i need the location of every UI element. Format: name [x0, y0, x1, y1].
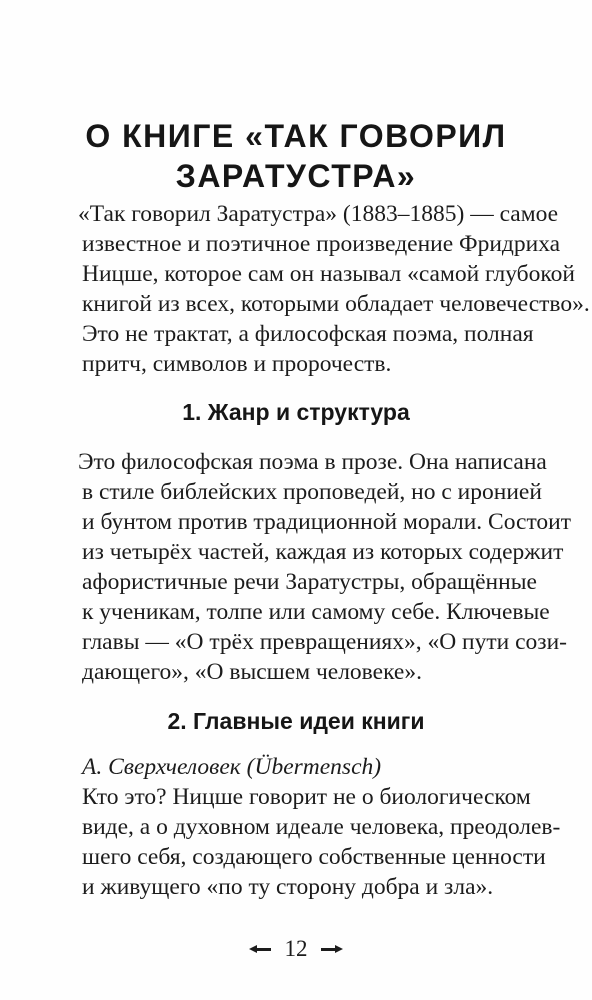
page-number: 12	[284, 935, 308, 961]
section-1-line: главы — «О трёх превращениях», «О пути сози-	[82, 629, 567, 655]
intro-line: известное и поэтичное произведение Фридриха	[82, 231, 561, 257]
intro-line: «Так говорил Заратустра» (1883–1885) — самое	[78, 201, 559, 227]
section-1-line: из четырёх частей, каждая из которых содержит	[82, 539, 564, 565]
section-2-line: Кто это? Ницше говорит не о биологическом	[82, 784, 531, 810]
arrow-right-icon	[321, 945, 343, 953]
section-1-line: к ученикам, толпе или самому себе. Ключевые	[82, 599, 550, 625]
section-1-line: дающего», «О высшем человеке».	[82, 659, 422, 685]
chapter-title-line-2: ЗАРАТУСТРА»	[175, 158, 417, 194]
intro-line: Ницше, которое сам он называл «самой глубокой	[82, 261, 575, 287]
section-2-line: и живущего «по ту сторону добра и зла».	[82, 874, 494, 900]
section-2-line: виде, а о духовном идеале человека, преодолев-	[82, 814, 561, 840]
section-1-line: в стиле библейских проповедей, но с иронией	[82, 479, 542, 505]
chapter-title-line-1: О КНИГЕ «ТАК ГОВОРИЛ	[85, 118, 507, 154]
intro-line: Это не трактат, а философская поэма, полная	[82, 321, 534, 347]
section-1-heading: 1. Жанр и структура	[182, 399, 410, 425]
section-1-line: афористичные речи Заратустры, обращённые	[82, 569, 537, 595]
intro-line: книгой из всех, которыми обладает человечество».	[82, 291, 590, 317]
section-2-heading: 2. Главные идеи книги	[167, 708, 425, 734]
section-1-line: Это философская поэма в прозе. Она написана	[78, 449, 547, 475]
section-2-line: шего себя, создающего собственные ценности	[82, 844, 546, 870]
page-footer	[0, 932, 592, 964]
arrow-left-icon	[249, 945, 271, 953]
intro-line: притч, символов и пророчеств.	[82, 351, 392, 377]
section-2-subheading: А. Сверхчеловек (Übermensch)	[82, 754, 382, 780]
section-1-line: и бунтом против традиционной морали. Состоит	[82, 509, 572, 535]
